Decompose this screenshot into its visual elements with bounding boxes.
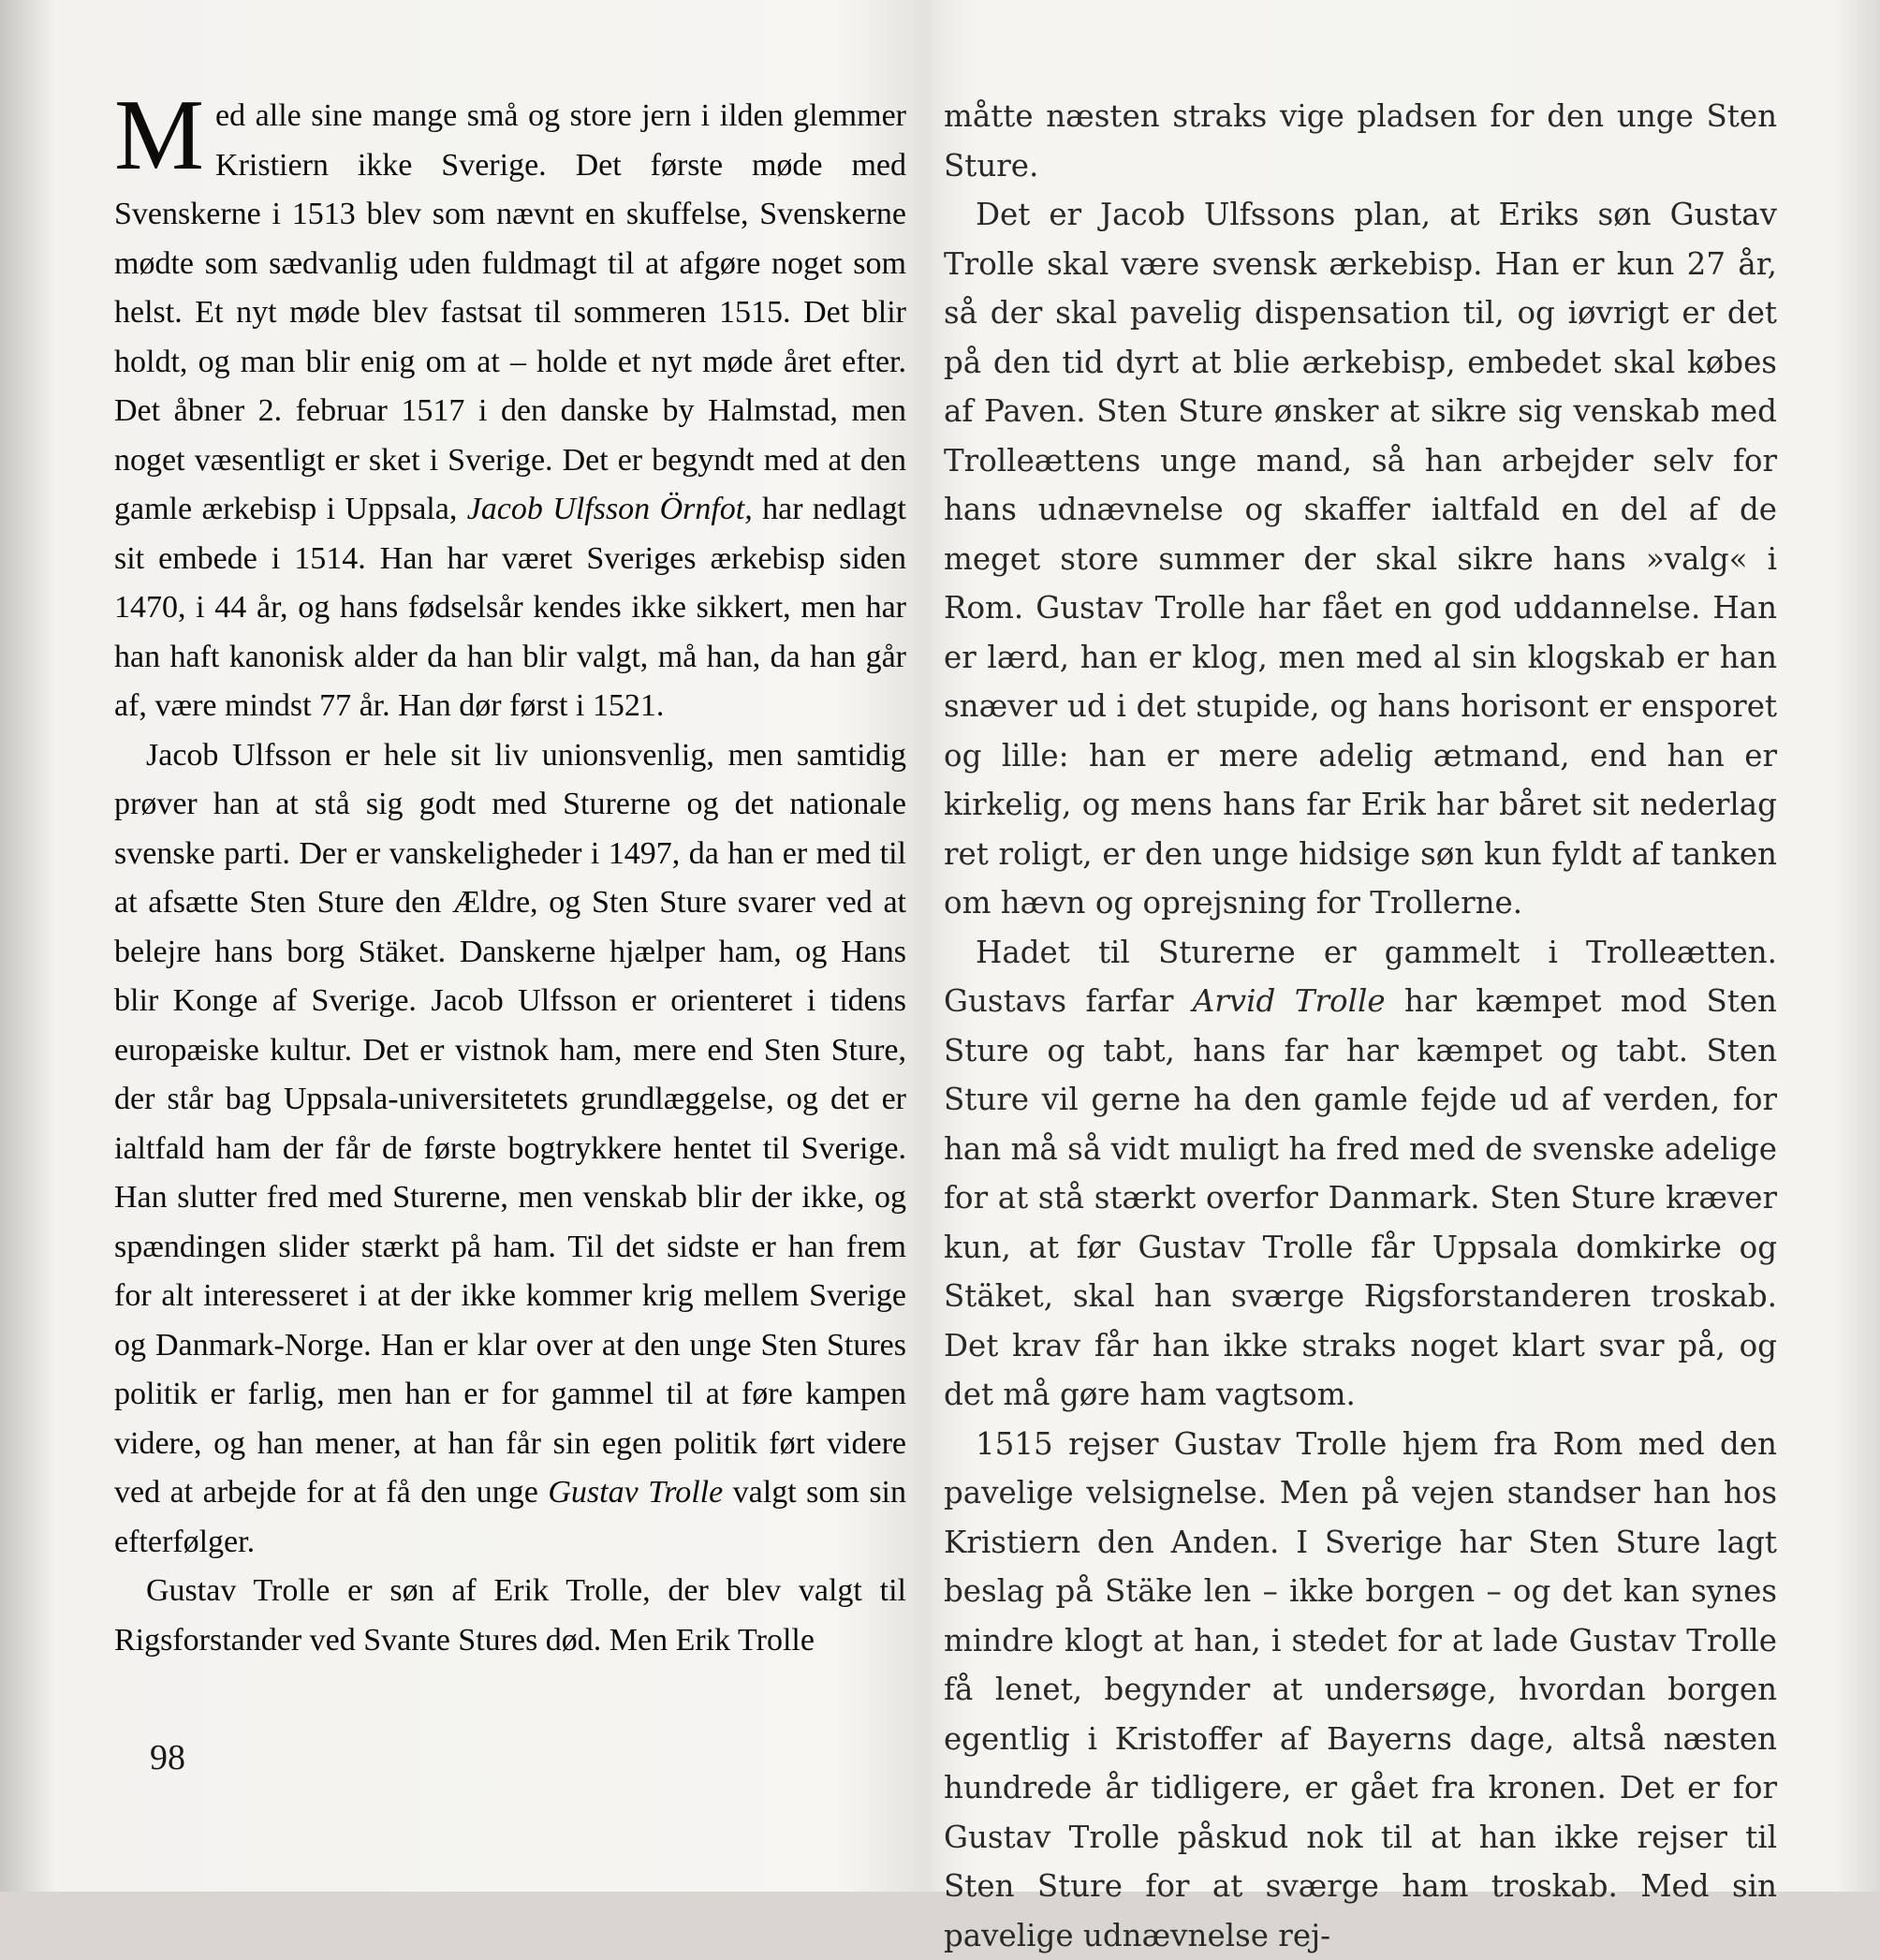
drop-cap: M <box>114 97 204 174</box>
text-run: har kæmpet mod Sten Sture og tabt, hans far har kæmpet og tabt. Sten Sture vil gerne ha den gamle fejde ud af verden, for han må så vidt muligt ha fred med de svenske adelige for at stå stærkt overfor Danmark. Sten Sture kræver kun, at før Gustav Trolle får Uppsala domkirke og Stäket, skal han sværge Rigsforstanderen troskab. Det krav får han ikke straks noget klart svar på, og det må gøre ham vagtsom. <box>944 983 1777 1412</box>
left-page-text <box>114 92 906 1665</box>
italic-name: Jacob Ulfsson Örnfot, <box>467 492 753 526</box>
right-paragraph-4: 1515 rejser Gustav Trolle hjem fra Rom med den pavelige velsignelse. Men på vejen standser han hos Kristiern den Anden. I Sverige har Sten Sture lagt beslag på Stäke len – ikke borgen – og det kan synes mindre klogt at han, i stedet for at lade Gustav Trolle få lenet, begynder at undersøge, hvordan borgen egentlig i Kristoffer af Bayerns dage, altså næsten hundrede år tidligere, er gået fra kronen. Det er for Gustav Trolle påskud nok til at han ikke rejser til Sten Sture for at sværge ham troskab. Med sin pavelige udnævnelse rej- <box>944 1420 1777 1960</box>
text-run: valgt som sin efterfølger. <box>114 1475 906 1559</box>
right-paragraph-2: Det er Jacob Ulfssons plan, at Eriks søn Gustav Trolle skal være svensk ærkebisp. Han er kun 27 år, så der skal pavelig dispensation til, og iøvrigt er det på den tid dyrt at blie ærkebisp, embedet skal købes af Paven. Sten Sture ønsker at sikre sig venskab med Trolleættens unge mand, så han arbejder selv for hans udnævnelse og skaffer ialtfald en del af de meget store summer der skal sikre hans »valg« i Rom. Gustav Trolle har fået en god uddannelse. Han er lærd, han er klog, men med al sin klogskab er han snæver ud i det stupide, og hans horisont er ensporet og lille: han er mere adelig ætmand, end han er kirkelig, og mens hans far Erik har båret sit nederlag ret roligt, er den unge hidsige søn kun fyldt af tanken om hævn og oprejsning for Trollerne. <box>944 190 1777 928</box>
text-run: Jacob Ulfsson er hele sit liv unionsvenlig, men samtidig prøver han at stå sig godt med Sturerne og det nationale svenske parti. Der er vanskeligheder i 1497, da han er med til at afsætte Sten Sture den Ældre, og Sten Sture svarer ved at belejre hans borg Stäket. Danskerne hjælper ham, og Hans blir Konge af Sverige. Jacob Ulfsson er orienteret i tidens europæiske kultur. Det er vistnok ham, mere end Sten Sture, der står bag Uppsala-universitetets grundlæggelse, og det er ialtfald ham der får de første bogtrykkere hentet til Sverige. Han slutter fred med Sturerne, men venskab blir der ikke, og spændingen slider stærkt på ham. Til det sidste er han frem for alt interesseret i at der ikke kommer krig mellem Sverige og Danmark-Norge. Han er klar over at den unge Sten Stures politik er farlig, men han er for gammel til at føre kampen videre, og han mener, at han får sin egen politik ført videre ved at arbejde for at få den unge <box>114 738 906 1511</box>
right-page-text <box>944 92 1777 1960</box>
italic-name: Arvid Trolle <box>1193 983 1386 1019</box>
text-run: ed alle sine mange små og store jern i ilden glemmer Kristiern ikke Sverige. Det første møde med Svenskerne i 1513 blev som nævnt en skuffelse, Svenskerne mødte som sædvanlig uden fuldmagt til at afgøre noget som helst. Et nyt møde blev fastsat til sommeren 1515. Det blir holdt, og man blir enig om at – holde et nyt møde året efter. Det åbner 2. februar 1517 i den danske by Halmstad, men noget væsentligt er sket i Sverige. Det er begyndt med at den gamle ærkebisp i Uppsala, <box>114 98 906 526</box>
right-paragraph-3 <box>944 928 1777 1420</box>
page-number: 98 <box>150 1737 185 1778</box>
right-paragraph-1: måtte næsten straks vige pladsen for den unge Sten Sture. <box>944 92 1777 190</box>
left-paragraph-3: Gustav Trolle er søn af Erik Trolle, der blev valgt til Rigsforstander ved Svante Stures død. Men Erik Trolle <box>114 1567 906 1665</box>
text-run: Hadet til Sturerne er gammelt i Trolleætten. Gustavs farfar <box>944 935 1777 1020</box>
left-paragraph-2 <box>114 731 906 1568</box>
text-run: har nedlagt sit embede i 1514. Han har været Sveriges ærkebisp siden 1470, i 44 år, og hans fødselsår kendes ikke sikkert, men har han haft kanonisk alder da han blir valgt, må han, da han går af, være mindst 77 år. Han dør først i 1521. <box>114 492 906 723</box>
left-paragraph-1 <box>114 92 906 731</box>
italic-name: Gustav Trolle <box>548 1475 723 1510</box>
